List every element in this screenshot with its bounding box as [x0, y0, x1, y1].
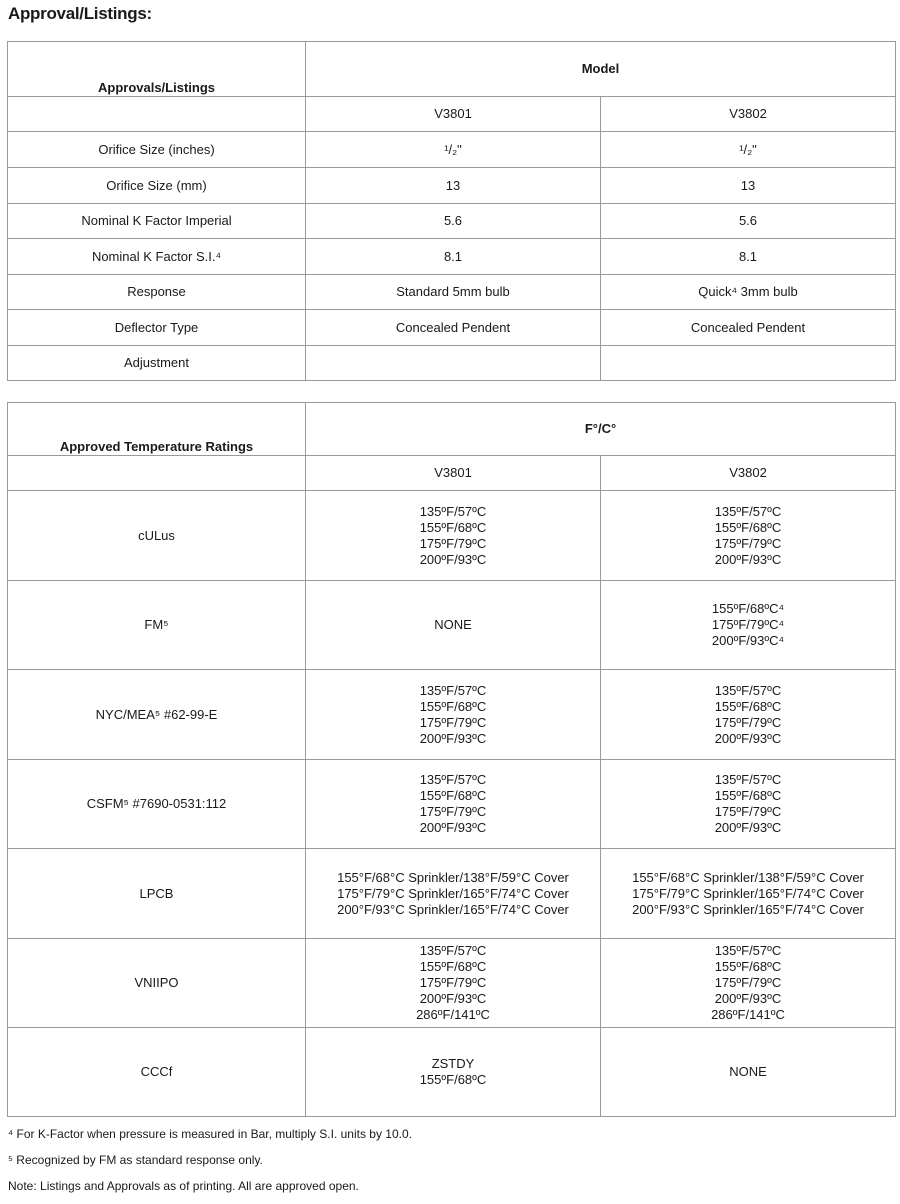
rating-list: 155°F/68°C Sprinkler/138°F/59°C Cover 175°F/79°C Sprinkler/165°F/74°C Cover 200°F/93°C Sprinkler/165°F/74°C Cover [337, 869, 569, 917]
table-row [8, 760, 896, 849]
row-label: Nominal K Factor S.I.⁴ [8, 239, 306, 275]
temperature-model-row [8, 456, 896, 491]
row-value: 13 [601, 168, 896, 204]
row-value [601, 670, 896, 760]
row-value [306, 491, 601, 581]
row-value [306, 849, 601, 939]
row-label: cULus [8, 491, 306, 581]
row-value [601, 849, 896, 939]
row-value [306, 670, 601, 760]
footnote-k-factor: ⁴ For K-Factor when pressure is measured in Bar, multiply S.I. units by 10.0. [8, 1127, 412, 1141]
table-row [8, 1028, 896, 1117]
rating-list: 135ºF/57ºC 155ºF/68ºC 175ºF/79ºC 200ºF/93ºC [419, 772, 487, 835]
rating-list: 135ºF/57ºC 155ºF/68ºC 175ºF/79ºC 200ºF/93ºC [419, 503, 487, 567]
rating-list: 135ºF/57ºC 155ºF/68ºC 175ºF/79ºC 200ºF/93ºC 286ºF/141ºC [711, 943, 785, 1022]
temperature-table [7, 402, 896, 1117]
table-row [8, 310, 896, 346]
row-value: 8.1 [601, 239, 896, 275]
row-value: 8.1 [306, 239, 601, 275]
row-value [306, 939, 601, 1028]
approvals-model-empty-cell [8, 97, 306, 132]
row-value [306, 760, 601, 849]
table-row [8, 346, 896, 381]
row-value: 5.6 [306, 204, 601, 239]
row-value: Standard 5mm bulb [306, 275, 601, 310]
approvals-header-group: Model [306, 42, 896, 97]
temperature-header-label: Approved Temperature Ratings [8, 403, 306, 456]
row-label: Response [8, 275, 306, 310]
footnotes [8, 1126, 412, 1204]
approvals-header-label: Approvals/Listings [8, 42, 306, 97]
rating-list: 135ºF/57ºC 155ºF/68ºC 175ºF/79ºC 200ºF/93ºC [714, 772, 782, 835]
rating-list: 155°F/68°C Sprinkler/138°F/59°C Cover 175°F/79°C Sprinkler/165°F/74°C Cover 200°F/93°C Sprinkler/165°F/74°C Cover [632, 869, 864, 917]
footnote-listing-note: Note: Listings and Approvals as of printing. All are approved open. [8, 1179, 359, 1193]
row-label: CSFM⁵ #7690-0531:112 [8, 760, 306, 849]
row-label: CCCf [8, 1028, 306, 1117]
rating-list: 155ºF/68ºC⁴ 175ºF/79ºC⁴ 200ºF/93ºC⁴ [711, 601, 785, 648]
page-title: Approval/Listings: [8, 4, 152, 23]
row-value [601, 1028, 896, 1117]
row-value: ¹/₂" [306, 132, 601, 168]
rating-list: 135ºF/57ºC 155ºF/68ºC 175ºF/79ºC 200ºF/93ºC 286ºF/141ºC [416, 943, 490, 1022]
rating-list: 135ºF/57ºC 155ºF/68ºC 175ºF/79ºC 200ºF/93ºC [714, 682, 782, 746]
row-label: LPCB [8, 849, 306, 939]
row-value [601, 581, 896, 670]
row-label: Orifice Size (mm) [8, 168, 306, 204]
table-row [8, 491, 896, 581]
row-label: NYC/MEA⁵ #62-99-E [8, 670, 306, 760]
row-value [601, 760, 896, 849]
table-row [8, 581, 896, 670]
row-label: Deflector Type [8, 310, 306, 346]
row-value [601, 939, 896, 1028]
row-value [306, 581, 601, 670]
row-value: 5.6 [601, 204, 896, 239]
row-value: Quick⁴ 3mm bulb [601, 275, 896, 310]
row-label: Orifice Size (inches) [8, 132, 306, 168]
row-label: Adjustment [8, 346, 306, 381]
row-value: Concealed Pendent [306, 310, 601, 346]
row-label: Nominal K Factor Imperial [8, 204, 306, 239]
row-value: Concealed Pendent [601, 310, 896, 346]
temperature-header-row [8, 403, 896, 456]
row-value [306, 1028, 601, 1117]
row-value [601, 346, 896, 381]
row-value [601, 491, 896, 581]
rating-list: 135ºF/57ºC 155ºF/68ºC 175ºF/79ºC 200ºF/93ºC [714, 503, 782, 567]
approvals-model-v3801: V3801 [306, 97, 601, 132]
table-row [8, 275, 896, 310]
row-value: ¹/₂" [601, 132, 896, 168]
row-label: FM⁵ [8, 581, 306, 670]
table-row [8, 670, 896, 760]
footnote-fm-recognition: ⁵ Recognized by FM as standard response only. [8, 1153, 263, 1167]
temperature-model-empty-cell [8, 456, 306, 491]
temperature-header-group: F°/C° [306, 403, 896, 456]
temperature-model-v3801: V3801 [306, 456, 601, 491]
row-label: VNIIPO [8, 939, 306, 1028]
approvals-table [7, 41, 896, 381]
rating-list: 135ºF/57ºC 155ºF/68ºC 175ºF/79ºC 200ºF/93ºC [419, 682, 487, 746]
table-row [8, 132, 896, 168]
table-row [8, 939, 896, 1028]
table-row [8, 239, 896, 275]
approvals-header-row [8, 42, 896, 97]
approvals-model-row [8, 97, 896, 132]
table-row [8, 204, 896, 239]
rating-list: NONE [434, 617, 472, 632]
rating-list: ZSTDY 155ºF/68ºC [419, 1056, 487, 1087]
table-row [8, 168, 896, 204]
temperature-model-v3802: V3802 [601, 456, 896, 491]
row-value [306, 346, 601, 381]
rating-list: NONE [729, 1064, 767, 1079]
table-row [8, 849, 896, 939]
row-value: 13 [306, 168, 601, 204]
approvals-model-v3802: V3802 [601, 97, 896, 132]
